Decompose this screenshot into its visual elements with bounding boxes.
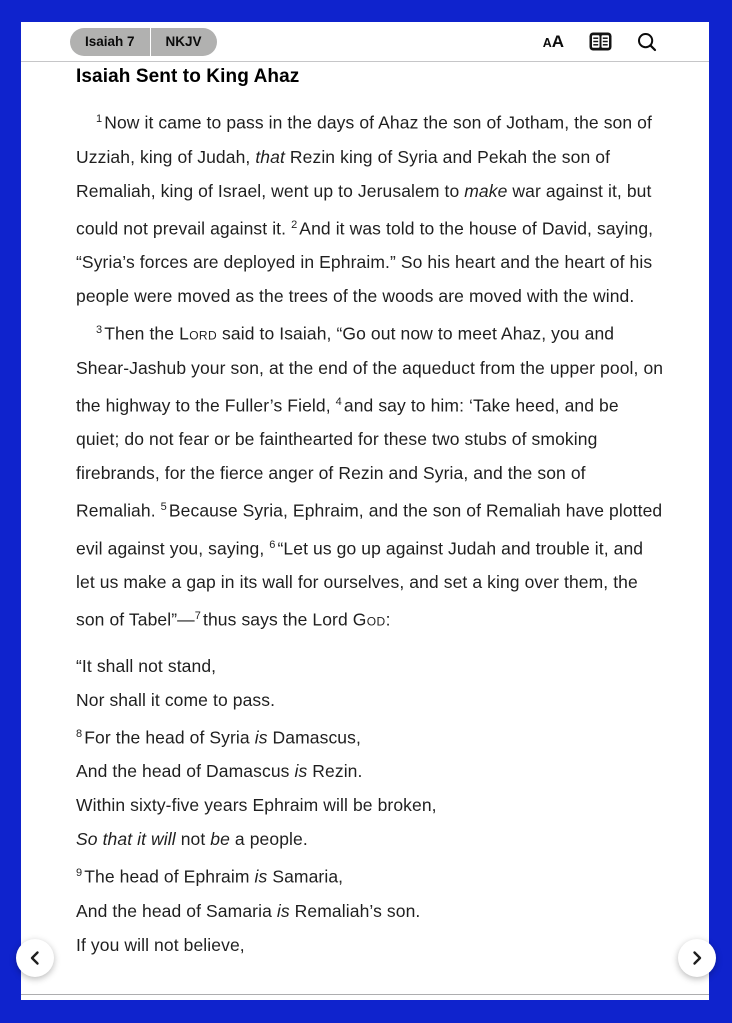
poetry-line xyxy=(76,717,664,755)
poetry-line xyxy=(76,649,664,683)
poetry-line xyxy=(76,683,664,717)
toolbar-actions xyxy=(543,32,657,52)
text-run: Then the xyxy=(104,323,180,344)
italic-text: be xyxy=(210,829,230,849)
smallcaps-divine-name: Lord xyxy=(179,323,218,344)
italic-text: is xyxy=(254,866,268,887)
italic-text: make xyxy=(464,180,508,201)
poetry-line xyxy=(76,894,664,928)
poetry-line xyxy=(76,754,664,788)
text-size-button[interactable] xyxy=(543,33,564,50)
version-selector-button[interactable]: NKJV xyxy=(165,34,202,49)
text-run: said to Isaiah, “Go out now to meet Ahaz, you and Shear-Jashub your son, at the end of the aqueduct from the upper pool, on the highway to the Fuller’s Field, xyxy=(76,323,664,415)
text-run: And the head of Samaria xyxy=(76,900,277,921)
text-run: and say to him: ‘Take heed, and be quiet; do not fear or be fainthearted for these two stubs of smoking firebrands, for the fierce anger of Rezin and Syria, and the son of Remaliah. xyxy=(76,395,619,521)
text-run: The head of Ephraim xyxy=(84,866,255,887)
text-run: For the head of Syria xyxy=(84,727,255,747)
text-size-large-a: A xyxy=(551,32,564,51)
text-run: Now it came to pass in the days of Ahaz the son of Jotham, the son of Uzziah, king of Judah, xyxy=(76,112,652,167)
chevron-left-icon xyxy=(29,950,41,966)
verse-number: 8 xyxy=(76,727,83,740)
section-heading: Isaiah Sent to King Ahaz xyxy=(76,66,300,87)
italic-text: is xyxy=(254,727,268,747)
parallel-reader-button[interactable] xyxy=(589,32,612,51)
text-run: war against it, but could not prevail against it. xyxy=(76,180,652,238)
text-run: not xyxy=(175,829,211,849)
text-run: “Let us go up against Judah and trouble it, and let us make a gap in its wall for ourselves, and set a king over them, the son of Tabel”— xyxy=(76,538,644,630)
text-run: And the head of Damascus xyxy=(76,761,295,781)
text-run: thus says the Lord xyxy=(203,609,353,630)
bottom-divider xyxy=(21,994,709,996)
text-run: Samaria, xyxy=(267,866,344,887)
verse-paragraph xyxy=(76,313,664,637)
chevron-right-icon xyxy=(691,950,703,966)
open-book-icon xyxy=(589,32,612,51)
verse-number: 6 xyxy=(269,538,276,551)
verse-number: 7 xyxy=(194,610,202,622)
text-run: “It shall not stand, xyxy=(76,655,217,676)
poetry-line xyxy=(76,928,664,962)
search-icon xyxy=(637,32,657,52)
poetry-line xyxy=(76,856,664,894)
text-run: : xyxy=(385,609,391,630)
verse-number: 9 xyxy=(76,867,83,879)
verse-number: 1 xyxy=(96,113,103,125)
text-run: a people. xyxy=(229,829,308,849)
reader-toolbar xyxy=(21,22,709,62)
italic-text: So that it will xyxy=(76,829,176,849)
verse-number: 3 xyxy=(96,324,103,336)
verse-paragraph xyxy=(76,102,664,313)
scripture-container xyxy=(21,65,709,962)
italic-text: is xyxy=(276,900,290,921)
chapter-version-segmented-control xyxy=(70,28,217,56)
verse-number: 5 xyxy=(160,501,167,513)
text-run: Remaliah’s son. xyxy=(289,900,421,921)
text-run: Rezin. xyxy=(307,761,363,781)
poetry-line xyxy=(76,822,664,856)
verse-number: 4 xyxy=(335,395,342,408)
italic-text: that xyxy=(255,146,285,167)
text-run: Damascus, xyxy=(267,727,361,747)
text-run: Within sixty-five years Ephraim will be broken, xyxy=(76,795,437,815)
text-run: If you will not believe, xyxy=(76,934,245,955)
reader-page xyxy=(21,22,709,1000)
scripture-content xyxy=(76,102,664,962)
search-button[interactable] xyxy=(637,32,657,52)
text-run: Because Syria, Ephraim, and the son of Remaliah have plotted evil against you, saying, xyxy=(76,500,663,558)
smallcaps-divine-name: God xyxy=(352,609,386,630)
chapter-selector-button[interactable]: Isaiah 7 xyxy=(70,28,151,56)
previous-chapter-button[interactable] xyxy=(16,939,54,977)
poetry-block xyxy=(76,649,664,962)
text-run: Rezin king of Syria and Pekah the son of Remaliah, king of Israel, went up to Jerusalem to xyxy=(76,146,611,201)
italic-text: is xyxy=(294,761,308,781)
poetry-line xyxy=(76,788,664,822)
text-size-small-a: A xyxy=(542,36,552,50)
text-run: Nor shall it come to pass. xyxy=(76,689,276,710)
verse-number: 2 xyxy=(291,218,298,231)
text-run: And it was told to the house of David, saying, “Syria’s forces are deployed in Ephraim.” So his heart and the heart of his people were moved as the trees of the woods are moved with the wind. xyxy=(76,218,654,306)
next-chapter-button[interactable] xyxy=(678,939,716,977)
